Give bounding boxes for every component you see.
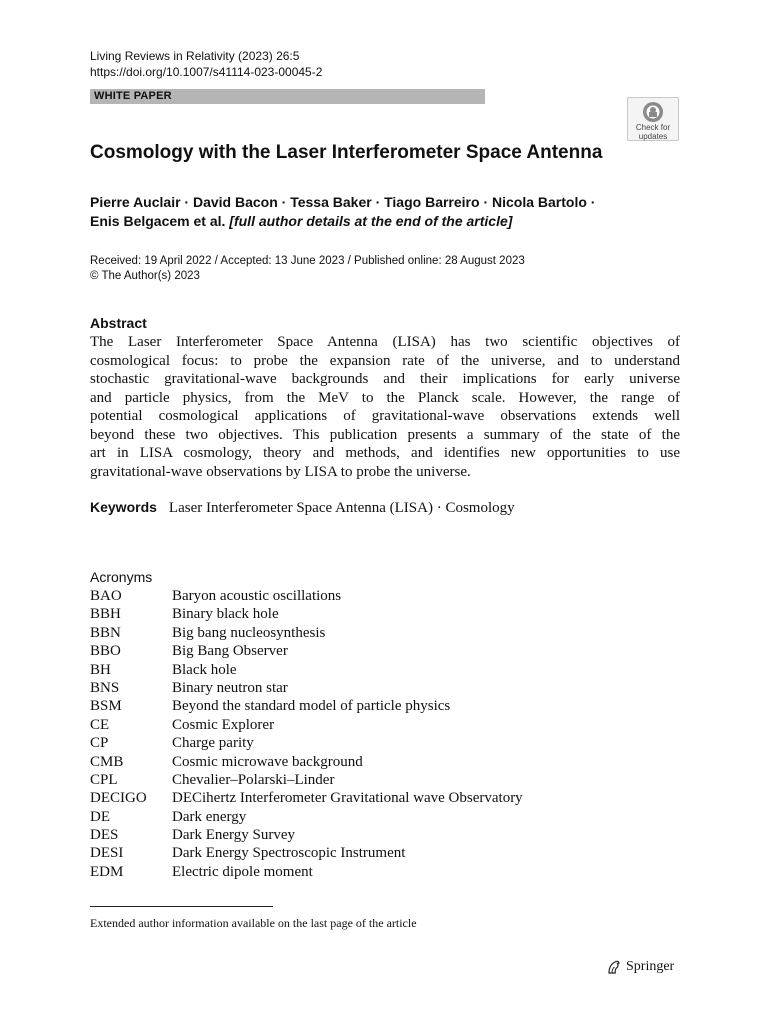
acronym-definition: Binary neutron star — [172, 679, 288, 696]
abstract-line: art in LISA cosmology, theory and methods, and identifies new opportunities to use — [90, 445, 680, 461]
author-list — [90, 193, 690, 231]
abstract-text — [90, 333, 680, 481]
publication-dates — [90, 254, 525, 284]
abstract-line: potential cosmological applications of gravitational-wave observations extends well — [90, 408, 680, 424]
acronym-row — [90, 661, 523, 679]
abstract-line: stochastic gravitational-wave backgrounds and their implications for early universe — [90, 371, 680, 387]
check-updates-line1: Check for — [635, 123, 671, 132]
publisher-logo — [606, 959, 674, 975]
acronym-row — [90, 605, 523, 623]
acronym-abbr: BNS — [90, 679, 120, 696]
check-updates-line2: updates — [638, 132, 668, 141]
acronym-row — [90, 771, 523, 789]
acronym-row — [90, 679, 523, 697]
acronym-definition: Dark Energy Spectroscopic Instrument — [172, 845, 406, 862]
keywords-label: Keywords — [90, 499, 157, 515]
acronym-abbr: DE — [90, 808, 110, 825]
keywords-value: Laser Interferometer Space Antenna (LISA) · Cosmology — [168, 500, 515, 516]
publisher-name: Springer — [626, 959, 675, 974]
acronym-row — [90, 697, 523, 715]
acronym-abbr: EDM — [90, 863, 124, 880]
footnote-text: Extended author information available on the last page of the article — [90, 916, 417, 930]
acronym-abbr: CMB — [90, 753, 124, 770]
journal-citation: Living Reviews in Relativity (2023) 26:5 — [90, 49, 300, 63]
doi-link[interactable]: https://doi.org/10.1007/s41114-023-00045-2 — [90, 65, 323, 79]
acronym-definition: Cosmic microwave background — [172, 753, 363, 770]
acronym-abbr: BH — [90, 661, 111, 678]
acronym-definition: Cosmic Explorer — [172, 716, 275, 733]
authors-names: Enis Belgacem et al. — [90, 213, 226, 229]
keywords — [90, 499, 515, 517]
acronym-definition: Dark Energy Survey — [172, 827, 296, 844]
check-for-updates-badge[interactable] — [627, 97, 679, 141]
abstract-line: and particle physics, from the MeV to the Planck scale. However, the range of — [90, 389, 680, 406]
acronym-row — [90, 734, 523, 752]
authors-line-2 — [90, 212, 690, 231]
acronym-row — [90, 587, 523, 605]
acronym-row — [90, 826, 523, 844]
acronyms-heading: Acronyms — [90, 569, 153, 585]
check-updates-icon — [642, 101, 664, 123]
acronym-row — [90, 863, 523, 881]
acronym-row — [90, 753, 523, 771]
acronym-definition: Chevalier–Polarski–Linder — [172, 771, 335, 788]
acronym-definition: Black hole — [172, 661, 237, 678]
acronym-abbr: BBN — [90, 624, 121, 641]
acronym-definition: Baryon acoustic oscillations — [172, 588, 342, 604]
acronym-row — [90, 844, 523, 862]
acronym-definition: Binary black hole — [172, 606, 279, 623]
acronym-abbr: DES — [90, 827, 119, 844]
acronym-definition: Big Bang Observer — [172, 643, 288, 660]
acronym-abbr: BBO — [90, 643, 121, 660]
section-label: WHITE PAPER — [90, 89, 485, 104]
acronym-abbr: DECIGO — [90, 790, 147, 807]
acronym-row — [90, 716, 523, 734]
footnote-divider — [90, 906, 273, 907]
acronym-definition: Beyond the standard model of particle physics — [172, 698, 451, 715]
abstract-line: The Laser Interferometer Space Antenna (LISA) has two scientific objectives of — [90, 334, 680, 350]
acronym-abbr: BBH — [90, 606, 121, 623]
received-accepted-published: Received: 19 April 2022 / Accepted: 13 June 2023 / Published online: 28 August 2023 — [90, 255, 525, 267]
acronym-abbr: BAO — [90, 588, 122, 604]
authors-details-note[interactable]: [full author details at the end of the article] — [229, 213, 513, 229]
acronym-definition: Big bang nucleosynthesis — [172, 624, 326, 641]
acronym-row — [90, 642, 523, 660]
acronym-definition: Charge parity — [172, 735, 254, 752]
acronym-list — [90, 587, 523, 881]
copyright: © The Author(s) 2023 — [90, 270, 200, 282]
abstract-line: beyond these two objectives. This publication presents a summary of the state of the — [90, 426, 680, 443]
acronym-definition: DECihertz Interferometer Gravitational wave Observatory — [172, 790, 523, 807]
springer-horse-icon — [606, 959, 622, 975]
acronym-abbr: DESI — [90, 845, 124, 862]
acronym-abbr: CPL — [90, 771, 118, 788]
acronym-row — [90, 624, 523, 642]
acronym-abbr: CP — [90, 735, 109, 752]
acronym-abbr: CE — [90, 716, 110, 733]
acronym-definition: Dark energy — [172, 808, 247, 825]
acronym-row — [90, 808, 523, 826]
abstract-heading: Abstract — [90, 315, 147, 331]
authors-line-1: Pierre Auclair · David Bacon · Tessa Baker · Tiago Barreiro · Nicola Bartolo · — [90, 194, 596, 210]
acronym-abbr: BSM — [90, 698, 122, 715]
abstract-line: cosmological focus: to probe the expansion rate of the universe, and to understand — [90, 352, 680, 369]
paper-title: Cosmology with the Laser Interferometer Space Antenna — [90, 142, 603, 163]
acronym-definition: Electric dipole moment — [172, 863, 313, 880]
acronym-row — [90, 789, 523, 807]
abstract-line: gravitational-wave observations by LISA to probe the universe. — [90, 463, 471, 480]
journal-header — [90, 48, 322, 80]
